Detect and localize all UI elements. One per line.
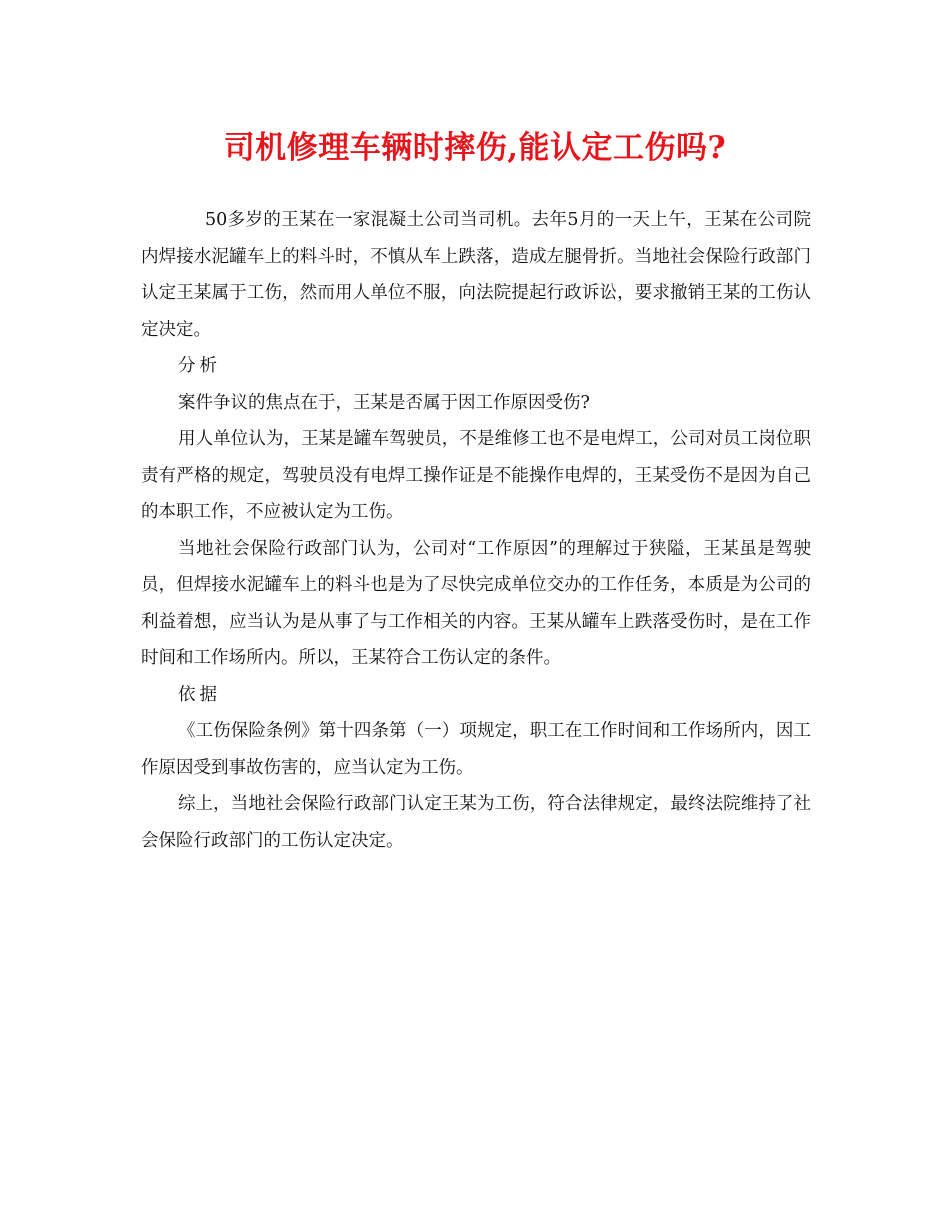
paragraph-conclusion: 综上，当地社会保险行政部门认定王某为工伤，符合法律规定，最终法院维持了社会保险行政部门的工伤认定决定。 (141, 794, 811, 851)
paragraph-intro: 50多岁的王某在一家混凝土公司当司机。去年5月的一天上午，王某在公司院内焊接水泥罐车上的料斗时，不慎从车上跌落，造成左腿骨折。当地社会保险行政部门认定王某属于工伤，然而用人单位不服，向法院提起行政诉讼，要求撤销王某的工伤认定决定。 (141, 210, 811, 340)
paragraph-authority-view: 当地社会保险行政部门认为，公司对“工作原因”的理解过于狭隘，王某虽是驾驶员，但焊接水泥罐车上的料斗也是为了尽快完成单位交办的工作任务，本质是为公司的利益着想，应当认为是从事了与工作相关的内容。王某从罐车上跌落受伤时，是在工作时间和工作场所内。所以，王某符合工伤认定的条件。 (141, 538, 811, 668)
heading-analysis: 分析 (178, 356, 221, 376)
paragraph-employer-view: 用人单位认为，王某是罐车驾驶员，不是维修工也不是电焊工，公司对员工岗位职责有严格的规定，驾驶员没有电焊工操作证是不能操作电焊的，王某受伤不是因为自己的本职工作，不应被认定为工伤。 (141, 429, 811, 522)
document-title: 司机修理车辆时摔伤,能认定工伤吗? (223, 130, 727, 166)
heading-basis: 依据 (178, 684, 221, 705)
paragraph-regulation: 《工伤保险条例》第十四条第（一）项规定，职工在工作时间和工作场所内，因工作原因受到事故伤害的，应当认定为工伤。 (141, 721, 811, 778)
paragraph-focus: 案件争议的焦点在于，王某是否属于因工作原因受伤? (178, 392, 590, 413)
document-body (141, 202, 811, 859)
